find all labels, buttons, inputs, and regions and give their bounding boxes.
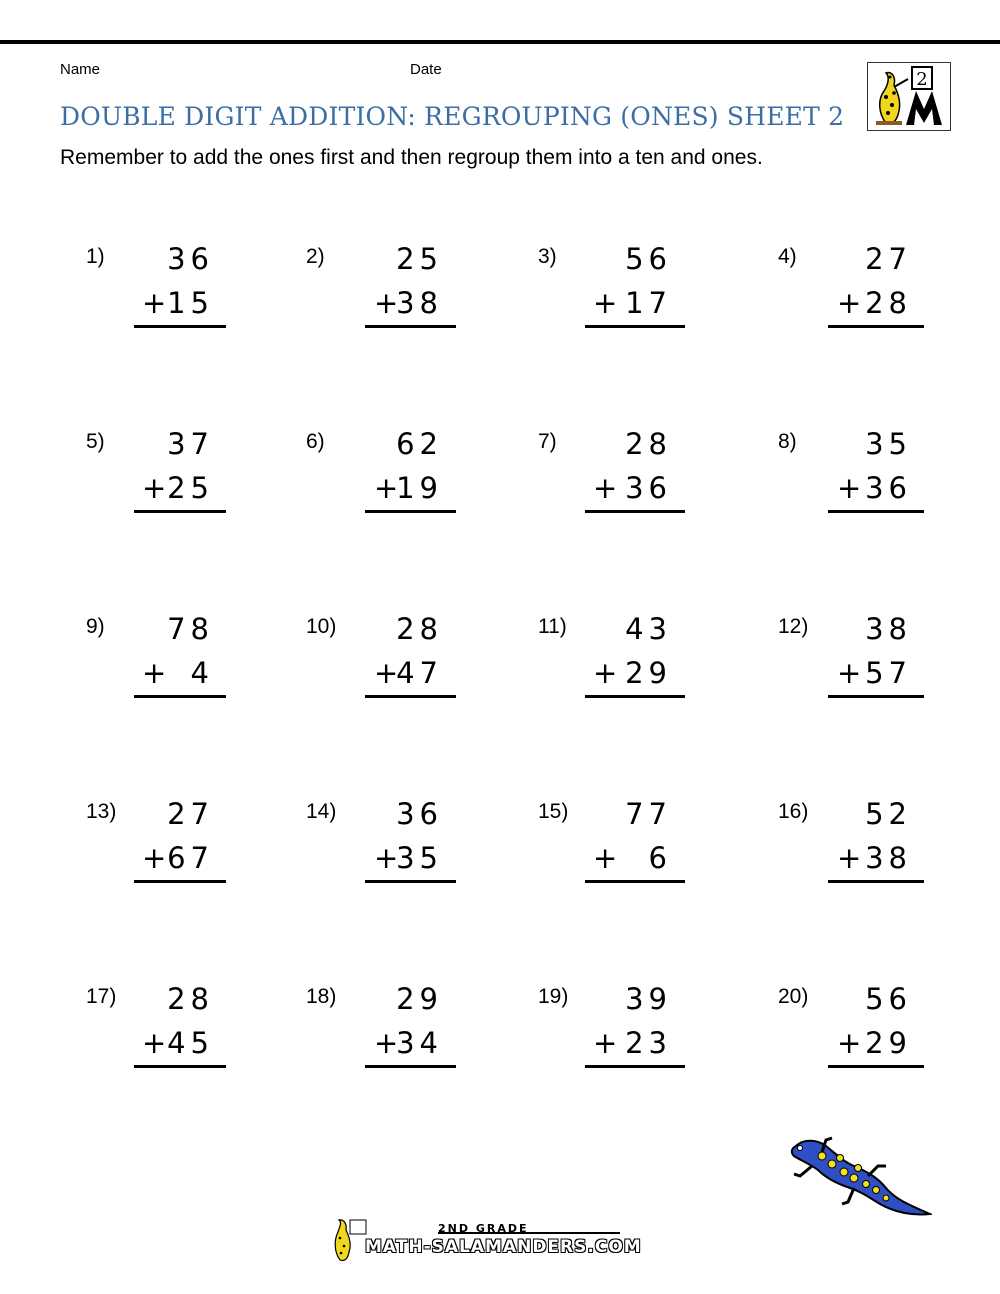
page-title: DOUBLE DIGIT ADDITION: REGROUPING (ONES) SHEET 2 <box>60 102 845 131</box>
answer-line <box>828 1065 924 1068</box>
problem-number: 4) <box>778 245 797 268</box>
first-addend: 36 <box>167 242 214 276</box>
answer-line <box>365 510 456 513</box>
first-addend: 37 <box>167 427 214 461</box>
answer-line <box>365 880 456 883</box>
first-addend: 28 <box>167 982 214 1016</box>
second-addend: 29 <box>865 1026 912 1060</box>
plus-sign: + <box>593 1026 618 1060</box>
second-addend: 47 <box>396 656 443 690</box>
plus-sign: + <box>837 841 862 875</box>
second-addend: 6 <box>648 841 672 875</box>
first-addend: 56 <box>865 982 912 1016</box>
second-addend: 25 <box>167 471 214 505</box>
answer-line <box>134 880 226 883</box>
second-addend: 29 <box>625 656 672 690</box>
second-addend: 28 <box>865 286 912 320</box>
problem-number: 5) <box>86 430 105 453</box>
problem-number: 16) <box>778 800 809 823</box>
answer-line <box>134 695 226 698</box>
second-addend: 67 <box>167 841 214 875</box>
problem-number: 2) <box>306 245 325 268</box>
answer-line <box>828 880 924 883</box>
second-addend: 36 <box>625 471 672 505</box>
second-addend: 4 <box>190 656 214 690</box>
plus-sign: + <box>593 841 618 875</box>
answer-line <box>585 695 685 698</box>
problem-number: 1) <box>86 245 105 268</box>
problem-number: 13) <box>86 800 117 823</box>
problem-number: 12) <box>778 615 809 638</box>
first-addend: 39 <box>625 982 672 1016</box>
second-addend: 36 <box>865 471 912 505</box>
problem-number: 9) <box>86 615 105 638</box>
first-addend: 35 <box>865 427 912 461</box>
plus-sign: + <box>142 841 167 875</box>
plus-sign: + <box>142 286 167 320</box>
first-addend: 52 <box>865 797 912 831</box>
second-addend: 34 <box>396 1026 443 1060</box>
problem-number: 20) <box>778 985 809 1008</box>
problem-number: 18) <box>306 985 337 1008</box>
date-label: Date <box>410 61 442 78</box>
plus-sign: + <box>837 1026 862 1060</box>
plus-sign: + <box>142 656 167 690</box>
plus-sign: + <box>593 471 618 505</box>
footer-grade-label: 2ND GRADE <box>438 1222 529 1235</box>
first-addend: 56 <box>625 242 672 276</box>
second-addend: 35 <box>396 841 443 875</box>
plus-sign: + <box>837 286 862 320</box>
answer-line <box>585 510 685 513</box>
answer-line <box>585 1065 685 1068</box>
answer-line <box>134 510 226 513</box>
plus-sign: + <box>374 286 399 320</box>
plus-sign: + <box>374 1026 399 1060</box>
second-addend: 57 <box>865 656 912 690</box>
answer-line <box>365 325 456 328</box>
problem-number: 17) <box>86 985 117 1008</box>
second-addend: 45 <box>167 1026 214 1060</box>
problem-number: 7) <box>538 430 557 453</box>
first-addend: 78 <box>167 612 214 646</box>
problem-number: 8) <box>778 430 797 453</box>
plus-sign: + <box>593 286 618 320</box>
plus-sign: + <box>142 471 167 505</box>
problem-number: 15) <box>538 800 569 823</box>
first-addend: 27 <box>167 797 214 831</box>
answer-line <box>134 1065 226 1068</box>
answer-line <box>828 510 924 513</box>
plus-sign: + <box>374 656 399 690</box>
plus-sign: + <box>837 471 862 505</box>
plus-sign: + <box>374 471 399 505</box>
footer-brand: MATH-SALAMANDERS.COM <box>365 1237 642 1257</box>
first-addend: 28 <box>396 612 443 646</box>
second-addend: 17 <box>625 286 672 320</box>
problem-number: 3) <box>538 245 557 268</box>
first-addend: 62 <box>396 427 443 461</box>
plus-sign: + <box>374 841 399 875</box>
name-label: Name <box>60 61 101 78</box>
answer-line <box>828 695 924 698</box>
answer-line <box>828 325 924 328</box>
plus-sign: + <box>142 1026 167 1060</box>
salamander-illustration <box>782 1132 932 1228</box>
problem-number: 11) <box>538 615 567 638</box>
first-addend: 27 <box>865 242 912 276</box>
answer-line <box>134 325 226 328</box>
second-addend: 23 <box>625 1026 672 1060</box>
answer-line <box>365 695 456 698</box>
first-addend: 38 <box>865 612 912 646</box>
second-addend: 38 <box>865 841 912 875</box>
problem-number: 14) <box>306 800 337 823</box>
plus-sign: + <box>837 656 862 690</box>
answer-line <box>585 325 685 328</box>
grade-badge: 2 <box>916 69 928 90</box>
instructions: Remember to add the ones first and then regroup them into a ten and ones. <box>60 146 763 169</box>
problem-number: 6) <box>306 430 325 453</box>
answer-line <box>365 1065 456 1068</box>
second-addend: 38 <box>396 286 443 320</box>
first-addend: 25 <box>396 242 443 276</box>
first-addend: 36 <box>396 797 443 831</box>
second-addend: 19 <box>396 471 443 505</box>
problem-number: 19) <box>538 985 569 1008</box>
second-addend: 15 <box>167 286 214 320</box>
first-addend: 43 <box>625 612 672 646</box>
answer-line <box>585 880 685 883</box>
problem-number: 10) <box>306 615 337 638</box>
first-addend: 29 <box>396 982 443 1016</box>
plus-sign: + <box>593 656 618 690</box>
first-addend: 28 <box>625 427 672 461</box>
first-addend: 77 <box>625 797 672 831</box>
